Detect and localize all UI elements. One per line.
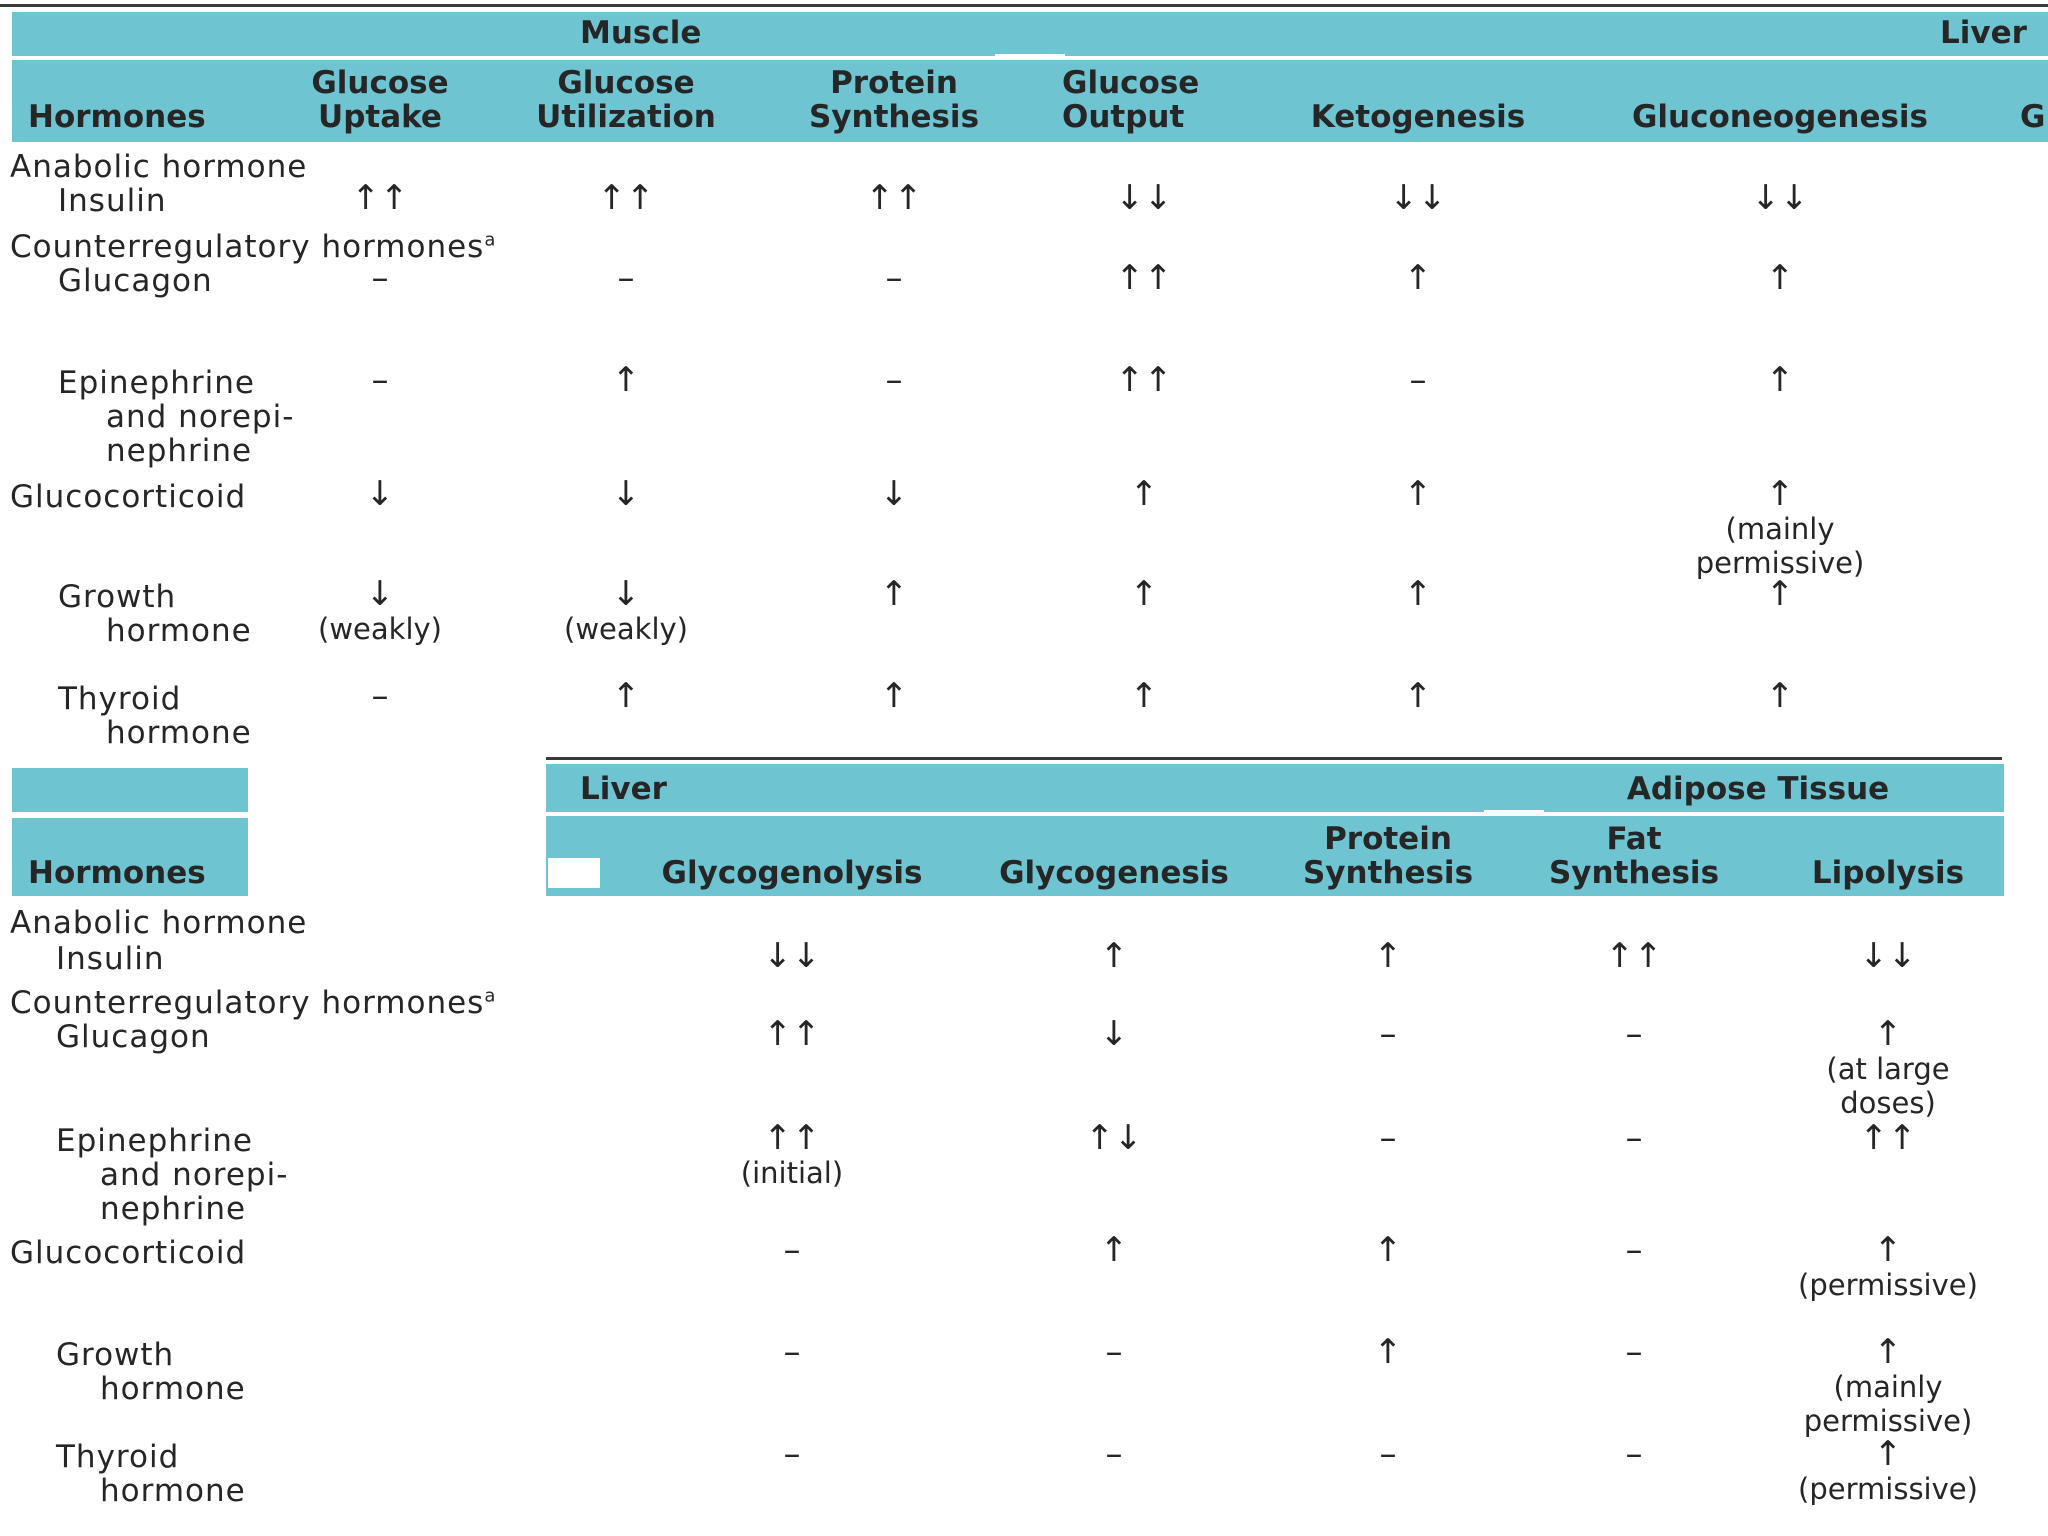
cell-note: (at large — [1826, 1052, 1950, 1086]
row-label-line: and norepi- — [100, 1157, 289, 1193]
cell-symbol: ↑ — [1765, 474, 1795, 514]
bottom-cell-epinephrine-col1 — [672, 1120, 912, 1190]
row-label-line: Insulin — [56, 941, 165, 977]
row-label-thyroid — [58, 682, 252, 750]
cell-symbol: ↑ — [611, 360, 641, 400]
row-label-epinephrine — [58, 366, 294, 468]
cell-note: permissive) — [1803, 1404, 1973, 1438]
bottom-header-notch — [548, 858, 600, 888]
row-label-line: hormone — [106, 613, 252, 649]
section-anabolic-bottom: Anabolic hormone — [10, 905, 308, 941]
row-label-line: Thyroid — [58, 681, 182, 717]
col-header-fat-synthesis — [1524, 822, 1744, 890]
col-header-gluconeogenesis: Gluconeogenesis — [1631, 99, 1929, 135]
cell-symbol: – — [1379, 1118, 1397, 1158]
cell-note: (initial) — [740, 1156, 844, 1190]
bottom-cell-glucagon-col3 — [1268, 1016, 1508, 1052]
cell-symbol: ↓ — [611, 474, 641, 514]
group-header-liver-bottom: Liver — [580, 771, 667, 807]
cell-symbol: ↑ — [1873, 1332, 1903, 1372]
top-cell-thyroid-col4 — [1024, 678, 1264, 714]
bottom-cell-insulin-col4 — [1514, 938, 1754, 974]
cell-symbol: – — [1379, 1014, 1397, 1054]
bottom-cell-glucagon-col2 — [994, 1016, 1234, 1052]
cell-note: doses) — [1840, 1086, 1936, 1120]
cell-symbol: ↑↑ — [763, 1118, 821, 1158]
bottom-cell-thyroid-col4 — [1514, 1436, 1754, 1472]
cell-symbol: – — [1105, 1332, 1123, 1372]
top-cell-glucagon-col6 — [1660, 260, 1900, 296]
col-header-line: Synthesis — [1548, 855, 1720, 891]
col-header-glycogenesis: Glycogenesis — [999, 855, 1229, 891]
section-anabolic: Anabolic hormone — [10, 149, 308, 185]
bottom-cell-glucagon-col4 — [1514, 1016, 1754, 1052]
cell-symbol: ↓↓ — [1389, 178, 1447, 218]
cell-symbol: ↑↑ — [1115, 258, 1173, 298]
cell-symbol: ↑ — [1129, 676, 1159, 716]
row-label-glucocorticoid — [10, 480, 246, 514]
top-cell-thyroid-col2 — [506, 678, 746, 714]
top-cell-growth-col1 — [260, 576, 500, 646]
bottom-cell-insulin-col5 — [1768, 938, 2008, 974]
col-header-ketogenesis: Ketogenesis — [1310, 99, 1526, 135]
cell-symbol: ↓ — [879, 474, 909, 514]
col-header-cut-letter: G — [2020, 99, 2046, 135]
top-cell-glucagon-col3 — [774, 260, 1014, 296]
col-header-line: Output — [1062, 99, 1185, 135]
top-cell-glucagon-col4 — [1024, 260, 1264, 296]
row-label-glucocorticoid-bottom — [10, 1236, 246, 1270]
cell-symbol: ↓↓ — [763, 936, 821, 976]
row-label-line: hormone — [100, 1371, 246, 1407]
cell-symbol: ↑ — [611, 676, 641, 716]
row-label-epinephrine-bottom — [56, 1124, 288, 1226]
cell-symbol: – — [783, 1332, 801, 1372]
bottom-cell-insulin-col2 — [994, 938, 1234, 974]
row-label-line: and norepi- — [106, 399, 295, 435]
cell-symbol: – — [1379, 1434, 1397, 1474]
row-label-line: Epinephrine — [56, 1123, 253, 1159]
col-header-line: Glucose — [311, 65, 449, 101]
bottom-cell-insulin-col1 — [672, 938, 912, 974]
bottom-cell-thyroid-col5 — [1768, 1436, 2008, 1506]
bottom-cell-epinephrine-col4 — [1514, 1120, 1754, 1156]
col-header-line: Utilization — [536, 99, 716, 135]
col-header-glucose-utilization — [506, 66, 746, 134]
top-cell-glucagon-col1 — [260, 260, 500, 296]
top-cell-glucagon-col2 — [506, 260, 746, 296]
bottom-cell-epinephrine-col2 — [994, 1120, 1234, 1156]
cell-symbol: ↑ — [1373, 936, 1403, 976]
cell-note: (mainly — [1725, 512, 1835, 546]
cell-symbol: ↑ — [1765, 574, 1795, 614]
cell-symbol: ↓ — [1099, 1014, 1129, 1054]
cell-symbol: ↑ — [1873, 1014, 1903, 1054]
top-cell-insulin-col4 — [1024, 180, 1264, 216]
bottom-cell-thyroid-col2 — [994, 1436, 1234, 1472]
bottom-cell-glucocorticoid-col5 — [1768, 1232, 2008, 1302]
top-cell-growth-col4 — [1024, 576, 1264, 612]
cell-symbol: ↑↑ — [597, 178, 655, 218]
top-cell-growth-col5 — [1298, 576, 1538, 612]
cell-symbol: ↑ — [1765, 258, 1795, 298]
cell-symbol: ↑ — [1129, 574, 1159, 614]
cell-symbol: – — [1625, 1230, 1643, 1270]
group-header-adipose: Adipose Tissue — [1626, 771, 1890, 807]
row-label-line: nephrine — [100, 1191, 247, 1227]
top-cell-glucocorticoid-col6 — [1660, 476, 1900, 580]
row-label-line: Glucocorticoid — [10, 479, 247, 515]
cell-note: (mainly — [1833, 1370, 1943, 1404]
group-header-liver: Liver — [1940, 15, 2027, 51]
top-cell-glucagon-col5 — [1298, 260, 1538, 296]
top-cell-thyroid-col3 — [774, 678, 1014, 714]
section-counterregulatory-text: Counterregulatory hormones — [10, 985, 485, 1021]
footnote-marker: a — [484, 985, 497, 1007]
bottom-cell-epinephrine-col5 — [1768, 1120, 2008, 1156]
cell-note: (weakly) — [564, 612, 688, 646]
col-header-line: Protein — [1324, 821, 1452, 857]
bottom-cell-glucagon-col1 — [672, 1016, 912, 1052]
top-cell-insulin-col1 — [260, 180, 500, 216]
cell-symbol: – — [617, 258, 635, 298]
cell-symbol: ↓↓ — [1115, 178, 1173, 218]
cell-symbol: ↑ — [1403, 676, 1433, 716]
bottom-cell-growth-col4 — [1514, 1334, 1754, 1370]
row-label-glucagon-bottom — [56, 1020, 211, 1054]
top-cell-glucocorticoid-col3 — [774, 476, 1014, 512]
bottom-cell-glucocorticoid-col3 — [1268, 1232, 1508, 1268]
footnote-marker: a — [484, 229, 497, 251]
cell-symbol: ↑↑ — [1605, 936, 1663, 976]
row-label-line: Glucocorticoid — [10, 1235, 247, 1271]
cell-symbol: – — [885, 360, 903, 400]
col-header-glycogenolysis: Glycogenolysis — [661, 855, 923, 891]
top-cell-thyroid-col6 — [1660, 678, 1900, 714]
cell-symbol: ↑ — [879, 676, 909, 716]
top-cell-thyroid-col1 — [260, 678, 500, 714]
cell-symbol: ↑↑ — [1115, 360, 1173, 400]
cell-symbol: ↑↑ — [351, 178, 409, 218]
col-header-line: Uptake — [318, 99, 442, 135]
bottom-cell-glucagon-col5 — [1768, 1016, 2008, 1120]
top-cell-insulin-col2 — [506, 180, 746, 216]
cell-symbol: ↑ — [1765, 360, 1795, 400]
row-label-insulin-bottom — [56, 942, 164, 976]
cell-symbol: ↑↑ — [763, 1014, 821, 1054]
col-header-line: Glucose — [557, 65, 695, 101]
cell-symbol: ↓ — [611, 574, 641, 614]
cell-note: permissive) — [1695, 546, 1865, 580]
top-cell-insulin-col6 — [1660, 180, 1900, 216]
top-cell-growth-col3 — [774, 576, 1014, 612]
row-label-line: nephrine — [106, 433, 253, 469]
top-cell-epinephrine-col5 — [1298, 362, 1538, 398]
row-label-line: Growth — [58, 579, 177, 615]
top-cell-epinephrine-col6 — [1660, 362, 1900, 398]
row-label-thyroid-bottom — [56, 1440, 246, 1508]
top-cell-growth-col2 — [506, 576, 746, 646]
col-header-hormones-bottom: Hormones — [28, 855, 206, 891]
cell-symbol: ↑ — [879, 574, 909, 614]
row-label-line: Glucagon — [58, 263, 213, 299]
col-header-lipolysis: Lipolysis — [1811, 855, 1965, 891]
cell-symbol: – — [1625, 1434, 1643, 1474]
section-counterregulatory-text: Counterregulatory hormones — [10, 229, 485, 265]
bottom-cell-epinephrine-col3 — [1268, 1120, 1508, 1156]
cell-symbol: – — [371, 258, 389, 298]
top-cell-glucocorticoid-col2 — [506, 476, 746, 512]
cell-note: (permissive) — [1798, 1268, 1978, 1302]
cell-symbol: – — [1409, 360, 1427, 400]
top-cell-epinephrine-col4 — [1024, 362, 1264, 398]
top-group-band — [12, 12, 2048, 56]
cell-symbol: ↑ — [1873, 1230, 1903, 1270]
section-counterregulatory-bottom — [10, 986, 496, 1020]
cell-symbol: ↑ — [1373, 1230, 1403, 1270]
cell-symbol: ↑↑ — [1859, 1118, 1917, 1158]
row-label-line: hormone — [106, 715, 252, 751]
section-counterregulatory — [10, 230, 496, 264]
cell-symbol: ↑ — [1403, 258, 1433, 298]
bottom-cell-glucocorticoid-col2 — [994, 1232, 1234, 1268]
col-header-line: Protein — [830, 65, 958, 101]
cell-symbol: – — [885, 258, 903, 298]
col-header-line: Synthesis — [1302, 855, 1474, 891]
top-cell-insulin-col5 — [1298, 180, 1538, 216]
row-label-line: hormone — [100, 1473, 246, 1509]
cell-symbol: ↑↑ — [865, 178, 923, 218]
bottom-cell-thyroid-col3 — [1268, 1436, 1508, 1472]
bottom-cell-growth-col1 — [672, 1334, 912, 1370]
bottom-rule — [546, 757, 2002, 760]
col-header-glucose-uptake — [270, 66, 490, 134]
cell-symbol: – — [1625, 1014, 1643, 1054]
cell-symbol: ↑ — [1373, 1332, 1403, 1372]
col-header-protein-synthesis-bottom — [1278, 822, 1498, 890]
bottom-cell-growth-col2 — [994, 1334, 1234, 1370]
row-label-line: Insulin — [58, 183, 167, 219]
col-header-line: Fat — [1606, 821, 1662, 857]
top-rule — [0, 4, 2048, 7]
bottom-cell-growth-col5 — [1768, 1334, 2008, 1438]
bottom-cell-thyroid-col1 — [672, 1436, 912, 1472]
row-label-glucagon — [58, 264, 213, 298]
col-header-hormones: Hormones — [28, 99, 206, 135]
group-header-muscle: Muscle — [580, 15, 702, 51]
row-label-line: Glucagon — [56, 1019, 211, 1055]
cell-symbol: – — [371, 360, 389, 400]
top-cell-glucocorticoid-col4 — [1024, 476, 1264, 512]
top-cell-epinephrine-col3 — [774, 362, 1014, 398]
cell-symbol: ↓↓ — [1751, 178, 1809, 218]
cell-symbol: ↑ — [1403, 574, 1433, 614]
col-header-line: Synthesis — [808, 99, 980, 135]
row-label-line: Growth — [56, 1337, 175, 1373]
bottom-cell-growth-col3 — [1268, 1334, 1508, 1370]
cell-symbol: ↑ — [1099, 1230, 1129, 1270]
cell-symbol: ↑ — [1403, 474, 1433, 514]
cell-symbol: – — [1625, 1332, 1643, 1372]
row-label-growth — [58, 580, 252, 648]
bottom-cell-insulin-col3 — [1268, 938, 1508, 974]
cell-note: (weakly) — [318, 612, 442, 646]
row-label-insulin — [58, 184, 166, 218]
col-header-protein-synthesis — [784, 66, 1004, 134]
cell-symbol: ↑ — [1873, 1434, 1903, 1474]
cell-symbol: ↑ — [1099, 936, 1129, 976]
cell-note: (permissive) — [1798, 1472, 1978, 1506]
cell-symbol: – — [1625, 1118, 1643, 1158]
cell-symbol: ↑ — [1765, 676, 1795, 716]
bottom-cell-glucocorticoid-col1 — [672, 1232, 912, 1268]
cell-symbol: ↓ — [365, 574, 395, 614]
row-label-line: Thyroid — [56, 1439, 180, 1475]
top-cell-growth-col6 — [1660, 576, 1900, 612]
top-cell-epinephrine-col2 — [506, 362, 746, 398]
cell-symbol: – — [783, 1434, 801, 1474]
bottom-hormones-group-band — [12, 768, 248, 812]
cell-symbol: – — [783, 1230, 801, 1270]
cell-symbol: ↑ — [1129, 474, 1159, 514]
col-header-glucose-output — [1062, 66, 1199, 134]
col-header-line: Glucose — [1062, 65, 1200, 101]
top-cell-glucocorticoid-col5 — [1298, 476, 1538, 512]
cell-symbol: – — [1105, 1434, 1123, 1474]
bottom-cell-glucocorticoid-col4 — [1514, 1232, 1754, 1268]
top-cell-thyroid-col5 — [1298, 678, 1538, 714]
cell-symbol: ↓ — [365, 474, 395, 514]
top-cell-insulin-col3 — [774, 180, 1014, 216]
top-cell-glucocorticoid-col1 — [260, 476, 500, 512]
row-label-line: Epinephrine — [58, 365, 255, 401]
cell-symbol: – — [371, 676, 389, 716]
cell-symbol: ↓↓ — [1859, 936, 1917, 976]
top-cell-epinephrine-col1 — [260, 362, 500, 398]
row-label-growth-bottom — [56, 1338, 246, 1406]
cell-symbol: ↑↓ — [1085, 1118, 1143, 1158]
